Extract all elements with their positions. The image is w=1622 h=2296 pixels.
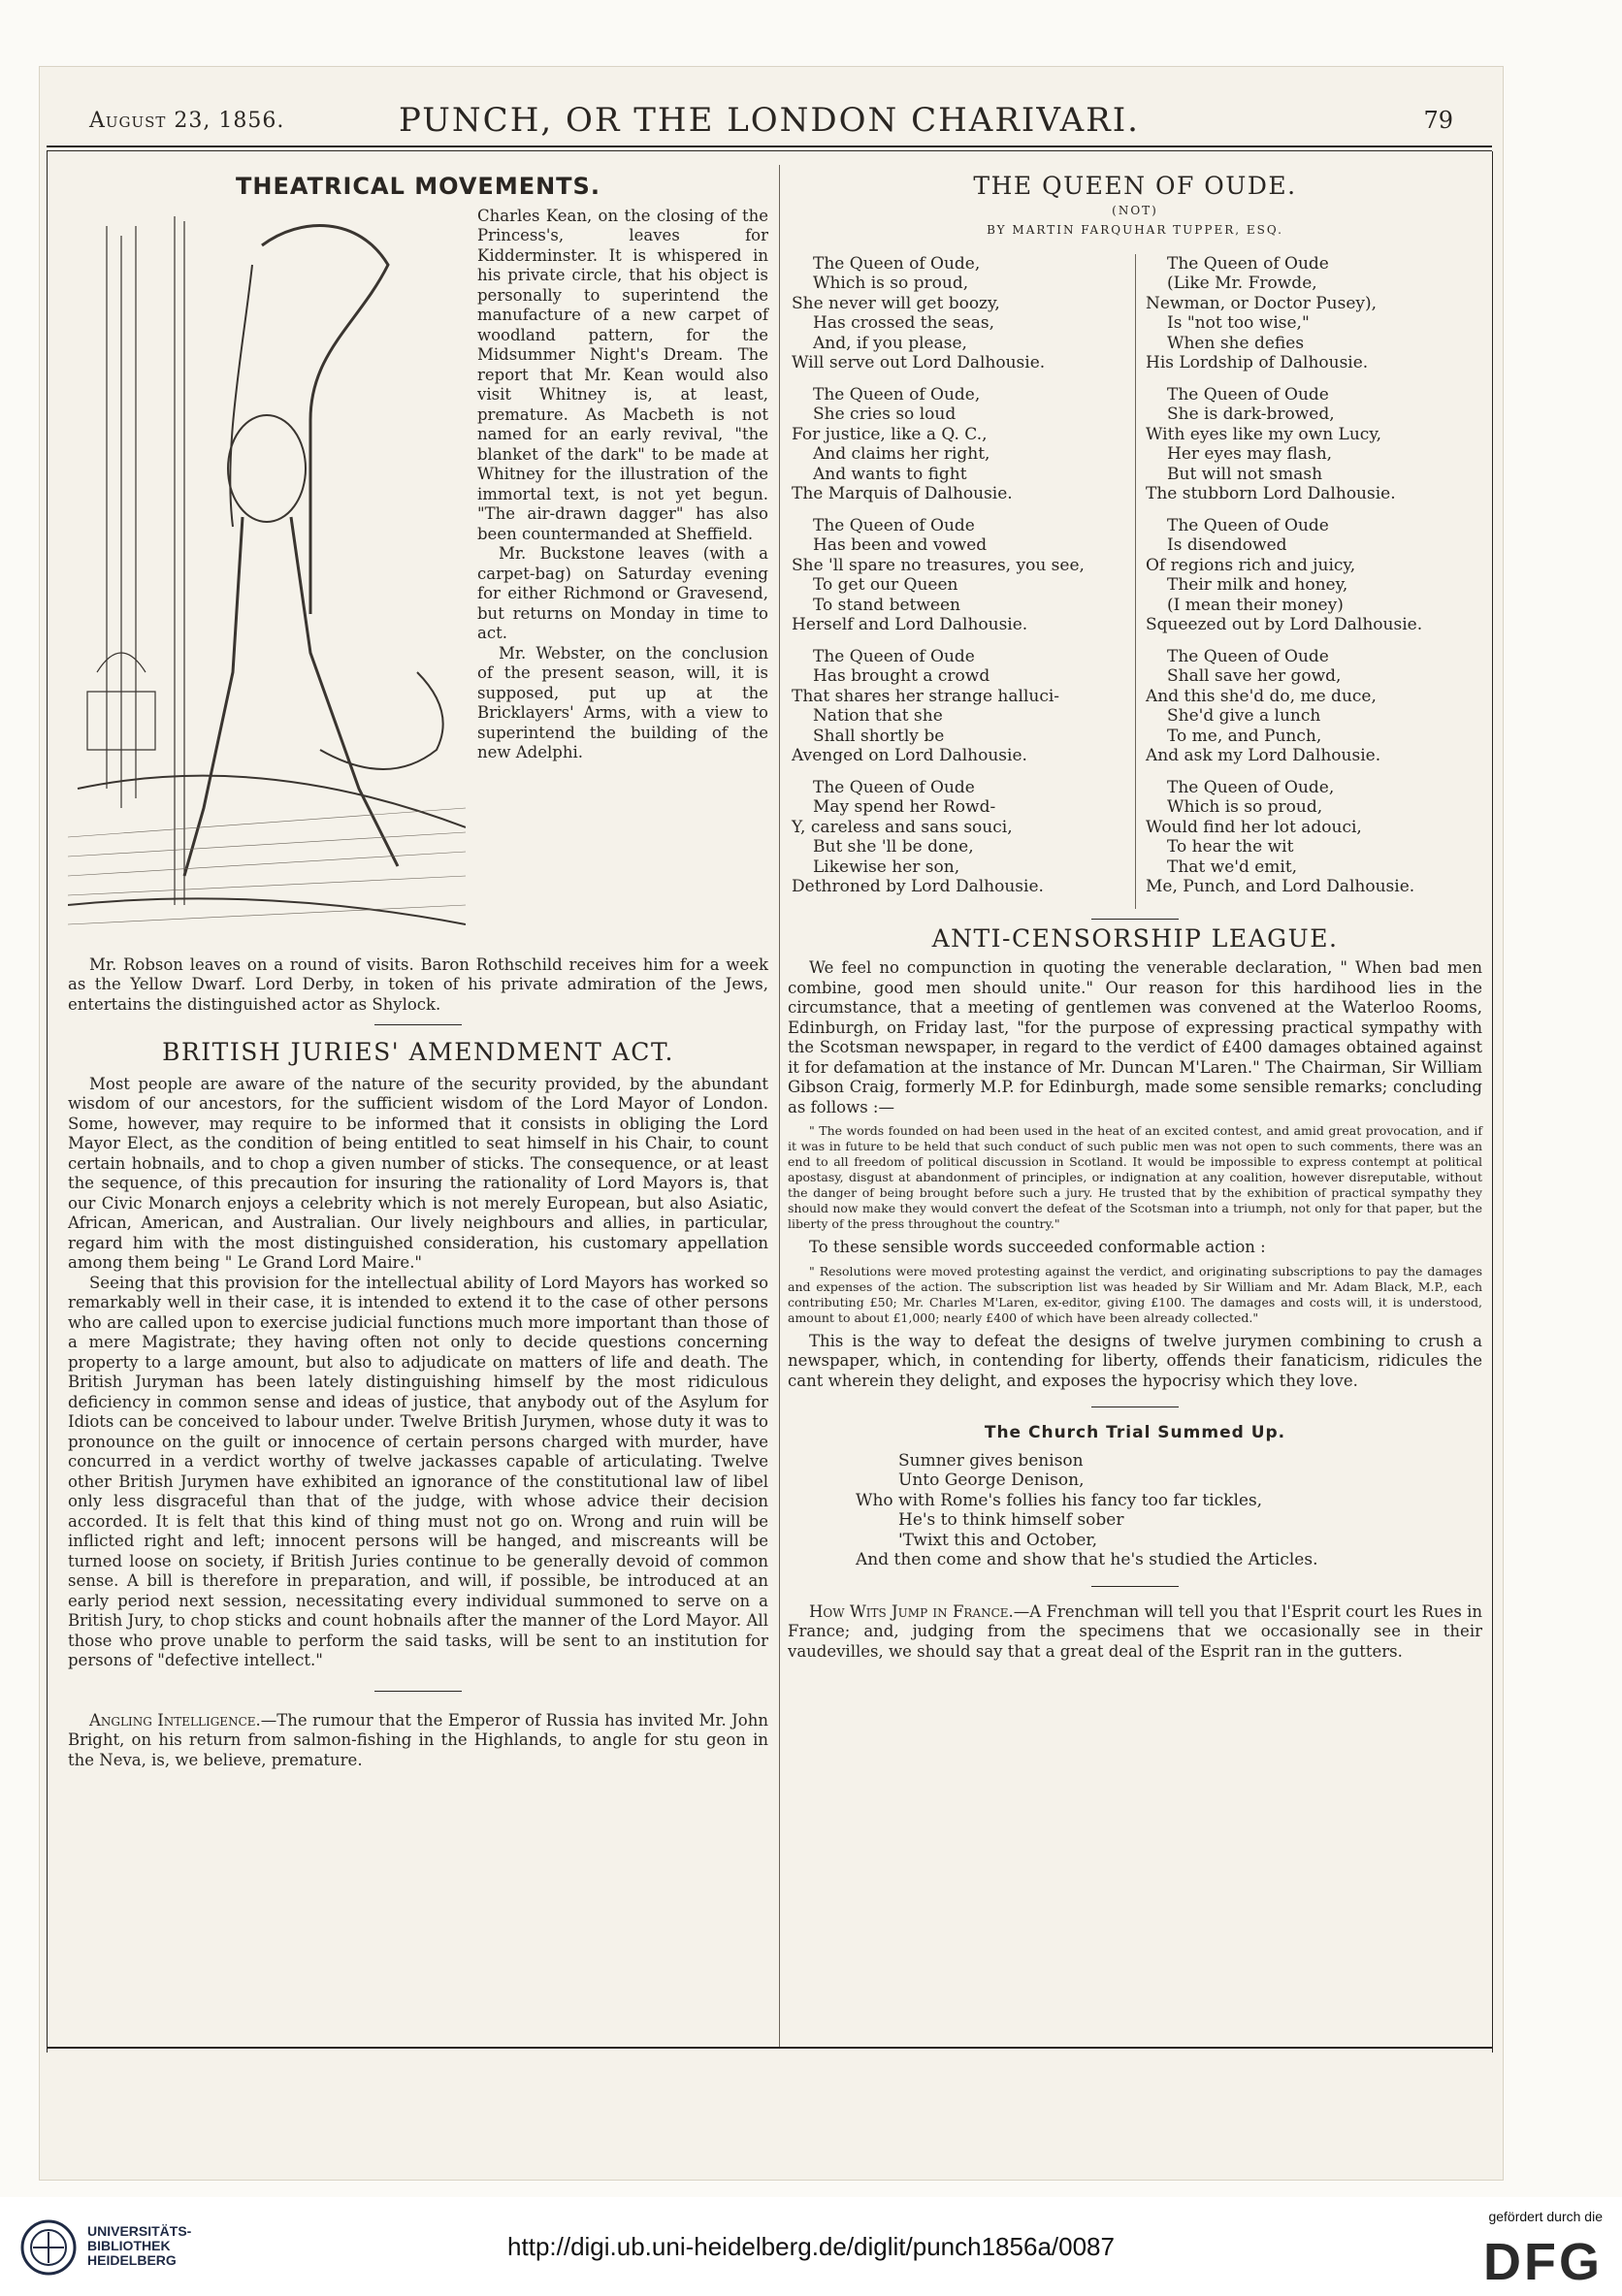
church-line: Who with Rome's follies his fancy too far tickles, [856, 1490, 1263, 1510]
juries-title: BRITISH JURIES' AMENDMENT ACT. [162, 1038, 674, 1066]
header-rule [47, 146, 1492, 151]
angling-paragraph [68, 1711, 768, 1771]
wits-lead: How Wits Jump in France. [809, 1601, 1014, 1621]
oude-line: She is dark-browed, [1167, 404, 1335, 424]
oude-line: Has brought a crowd [813, 666, 990, 686]
oude-poem-right [1135, 254, 1482, 909]
oude-byline: BY MARTIN FARQUHAR TUPPER, ESQ. [987, 223, 1283, 237]
section-rule-2 [374, 1691, 462, 1692]
oude-line: The Queen of Oude, [813, 253, 981, 274]
oude-stanza-right [1146, 385, 1482, 504]
oude-line: Likewise her son, [813, 857, 960, 877]
header-date: August 23, 1856. [89, 109, 285, 133]
oude-line: Her eyes may flash, [1167, 444, 1333, 464]
anticensorship-p1: We feel no compunction in quoting the venerable declaration, " When bad men combine, good men should unite." Our reason for this hardihood lies in the circumstance, that a meeting of gentlemen was convened at the Waterloo Rooms, Edinburgh, on Friday last, "for the purpose of expressing practical sympathy with the Scotsman newspaper, in regard to the verdict of £400 damages obtained against it for defamation at the instance of Mr. Duncan M'Laren." The Chairman, Sir William Gibson Craig, formerly M.P. for Edinburgh, made some sensible remarks; concluding as follows :— [788, 958, 1482, 1116]
oude-line: Avenged on Lord Dalhousie. [792, 746, 1027, 765]
section-rule [374, 1024, 462, 1025]
oude-line: To get our Queen [813, 575, 958, 595]
angling-text: —The rumour that the Emperor of Russia has invited Mr. John Bright, on his return from salmon-fishing in the Highlands, to angle for stu geon in the Neva, is, we believe, premature. [68, 1710, 768, 1769]
dfg-logo: DFG [1483, 2233, 1603, 2291]
oude-line: Y, careless and sans souci, [792, 817, 1013, 837]
header-title: PUNCH, OR THE LONDON CHARIVARI. [399, 101, 1140, 140]
oude-line: Nation that she [813, 706, 943, 726]
oude-line: Would find her lot adouci, [1146, 817, 1362, 837]
oude-line: To hear the wit [1167, 837, 1294, 857]
oude-line: The Queen of Oude [813, 777, 975, 797]
church-line: And then come and show that he's studied the Articles. [856, 1550, 1318, 1569]
wits-paragraph [788, 1602, 1482, 1663]
oude-line: His Lordship of Dalhousie. [1146, 353, 1369, 372]
section-rule-3 [1091, 919, 1179, 920]
oude-stanza-left [792, 254, 1135, 373]
oude-stanza-left [792, 516, 1135, 635]
theatrical-p1: Charles Kean, on the closing of the Princess's, leaves for Kidderminster. It is whispered in his private circle, that his object is personally to superintend the manufacture of a new carpet of woodland pattern, for the Midsummer Night's Dream. The report that Mr. Kean would also visit Whitney is, at least, premature. As Macbeth is not named for an early revival, "the blanket of the dark" to be made at Whitney for the illustration of the immortal text, is not yet begun. "The air-drawn dagger" has also been countermanded at Sheffield. [477, 206, 768, 543]
oude-line: And this she'd do, me duce, [1146, 686, 1377, 706]
oude-line: And wants to fight [813, 464, 967, 484]
oude-line: Which is so proud, [1167, 797, 1323, 817]
anticensorship-title: ANTI-CENSORSHIP LEAGUE. [931, 923, 1339, 953]
juries-p1: Most people are aware of the nature of the security provided, by the abundant wisdom of our ancestors, for the sufficient wisdom of the Lord Mayor of London. Some, however, may require to be informed that it consists in obliging the Lord Mayor Elect, as the condition of being entitled to seat himself in his Chair, to count certain hobnails, and to chop a given number of sticks. The consequence, or at least the sequence, of this precaution for insuring the rationality of Lord Mayors is, that our Civic Monarch enjoys a celebrity which is not merely European, but also Asiatic, African, American, and Australian. Our lively neighbours and allies, in particular, regard him with the most distinguished consideration, his customary appellation among them being " Le Grand Lord Maire." [68, 1074, 768, 1272]
oude-line: Which is so proud, [813, 274, 969, 293]
church-line: He's to think himself sober [898, 1510, 1124, 1530]
oude-line: That shares her strange halluci- [792, 686, 1060, 706]
oude-line: Has been and vowed [813, 535, 988, 555]
church-line: Unto George Denison, [898, 1471, 1085, 1490]
church-line: Sumner gives benison [898, 1450, 1084, 1471]
oude-line: Herself and Lord Dalhousie. [792, 615, 1028, 634]
oude-line: She cries so loud [813, 404, 957, 424]
oude-line: The Queen of Oude [1167, 646, 1329, 666]
oude-line: She'd give a lunch [1167, 706, 1321, 726]
oude-line: The Queen of Oude, [813, 384, 981, 404]
oude-line: The Queen of Oude [1167, 253, 1329, 274]
right-column [788, 172, 1482, 1662]
oude-line: To stand between [813, 595, 960, 615]
theatrical-p3: Mr. Webster, on the conclusion of the present season, will, it is supposed, put up at the Bricklayers' Arms, with a view to superintend the building of the new Adelphi. [477, 643, 768, 761]
oude-line: Squeezed out by Lord Dalhousie. [1146, 615, 1423, 634]
angling-lead: Angling Intelligence. [89, 1710, 261, 1730]
oude-line: Is disendowed [1167, 535, 1287, 555]
oude-line: Newman, or Doctor Pusey), [1146, 293, 1378, 313]
oude-poem-left [788, 254, 1135, 909]
page-header [47, 95, 1492, 144]
oude-line: The Queen of Oude [813, 515, 975, 535]
oude-line: And, if you please, [813, 333, 967, 353]
anticensorship-quote1: " The words founded on had been used in the heat of an excited contest, and amid great provocation, and if it was in future to be held that such conduct of such public men was not open to such comments, there was an end to all freedom of political discussion in Scotland. It would be impossible to express contempt at political apostasy, disgust at abandonment of principles, or indignation at any coalition, however disreputable, without the danger of being brought before such a jury. He trusted that by the exhibition of practical sympathy they should now make they would convert the defeat of the Scotsman into a triumph, not only for that paper, but the liberty of the press throughout the country." [788, 1123, 1482, 1231]
oude-stanza-left [792, 385, 1135, 504]
oude-line: Shall shortly be [813, 726, 945, 746]
church-line: 'Twixt this and October, [898, 1530, 1098, 1550]
oude-line: To me, and Punch, [1167, 726, 1322, 746]
kean-caricature-illustration [68, 207, 466, 954]
oude-line: The Queen of Oude [1167, 384, 1329, 404]
oude-line: She never will get boozy, [792, 293, 1000, 313]
column-divider [779, 165, 780, 2047]
anticensorship-p2: To these sensible words succeeded conformable action : [809, 1238, 1266, 1256]
oude-line: May spend her Rowd- [813, 797, 996, 817]
anticensorship-quote2: " Resolutions were moved protesting against the verdict, and originating subscriptions to pay the damages and expenses of the action. The subscription list was headed by Sir William and Mr. Adam Black, M.P., each contributing £50; Mr. Charles M'Laren, ex-editor, giving £100. The damages and costs will, it is understood, amount to about £1,000; nearly £400 of which have been already collected." [788, 1263, 1482, 1325]
juries-p2: Seeing that this provision for the intellectual ability of Lord Mayors has worked so remarkably well in their case, it is intended to extend it to the case of other persons who are called upon to exercise judicial functions much more important than those of a mere Magistrate; they having often not only to decide questions concerning property to a large amount, but also to adjudicate on matters of life and death. The British Juryman has been lately distinguishing himself by the most ridiculous deficiency in common sense and ideas of justice, that anybody out of the Asylum for Idiots can be conceived to labour under. Twelve British Jurymen, whose duty it was to pronounce on the guilt or innocence of certain persons charged with murder, have concurred in a verdict worthy of twelve jackasses capable of articulating. Twelve other British Jurymen have exhibited an ignorance of the constitutional law of libel only less disgraceful than that of the judge, with whose advice their decision accorded. It is felt that this kind of thing must not go on. Wrong and ruin will be inflicted right and left; innocent persons will be hanged, and miscreants will be turned loose on society, if British Juries continue to be generally devoid of common sense. A bill is therefore in preparation, and will, if possible, be introduced at an early period next session, necessitating every individual summoned to serve on a British Jury, to chop sticks and count hobnails after the manner of the Lord Mayor. All those who prove unable to perform the said tasks, will be sent to an institution for persons of "defective intellect." [68, 1273, 768, 1669]
oude-line: But will not smash [1167, 464, 1323, 484]
oude-line: The Queen of Oude [1167, 515, 1329, 535]
oude-line: The Marquis of Dalhousie. [792, 484, 1013, 503]
oude-line: Their milk and honey, [1167, 575, 1348, 595]
church-poem [788, 1451, 1482, 1570]
theatrical-p2: Mr. Buckstone leaves (with a carpet-bag) on Saturday evening for either Richmond or Gravesend, but returns on Monday in time to act. [477, 544, 768, 642]
oude-stanza-right [1146, 516, 1482, 635]
oude-stanza-right [1146, 647, 1482, 766]
oude-line: (Like Mr. Frowde, [1167, 274, 1317, 293]
oude-stanza-left [792, 647, 1135, 766]
section-rule-5 [1091, 1586, 1179, 1587]
oude-line: The Queen of Oude [813, 646, 975, 666]
oude-line: That we'd emit, [1167, 857, 1298, 877]
oude-line: Will serve out Lord Dalhousie. [792, 353, 1046, 372]
header-page-number: 79 [1423, 107, 1453, 134]
oude-line: The stubborn Lord Dalhousie. [1146, 484, 1396, 503]
oude-line: For justice, like a Q. C., [792, 424, 988, 444]
oude-line: But she 'll be done, [813, 837, 974, 857]
oude-title: THE QUEEN OF OUDE. [973, 172, 1297, 200]
oude-not: (NOT) [1112, 203, 1158, 217]
wits-text: —A Frenchman will tell you that l'Esprit court les Rues in France; and, judging from the specimens that we occasionally see in their vaudevilles, we should say that a great deal of the Esprit ran in the gutters. [788, 1601, 1482, 1661]
oude-line: Me, Punch, and Lord Dalhousie. [1146, 877, 1415, 896]
oude-line: She 'll spare no treasures, you see, [792, 555, 1085, 575]
oude-line: The Queen of Oude, [1167, 777, 1335, 797]
oude-line: When she defies [1167, 333, 1305, 353]
left-column [68, 173, 768, 1770]
frame-right-rule [1492, 151, 1493, 2053]
frame-left-rule [47, 151, 48, 2053]
university-line: UNIVERSITÄTS- [87, 2223, 192, 2239]
university-line: HEIDELBERG [87, 2252, 177, 2268]
anticensorship-p3: This is the way to defeat the designs of twelve jurymen combining to crush a newspaper, which, in contending for liberty, offends their fanaticism, ridicules the cant wherein they delight, and exposes the hypocrisy which they love. [788, 1331, 1482, 1390]
oude-line: (I mean their money) [1167, 595, 1344, 615]
theatrical-p4: Mr. Robson leaves on a round of visits. Baron Rothschild receives him for a week as the Yellow Dwarf. Lord Derby, in token of his private admiration of the Jews, entertains the distinguished actor as Shylock. [68, 954, 768, 1014]
bottom-rule [47, 2047, 1492, 2051]
source-url-link[interactable]: http://digi.ub.uni-heidelberg.de/diglit/punch1856a/0087 [507, 2232, 1115, 2261]
oude-line: Shall save her gowd, [1167, 666, 1342, 686]
oude-line: And claims her right, [813, 444, 990, 464]
university-line: BIBLIOTHEK [87, 2238, 171, 2253]
theatrical-title: THEATRICAL MOVEMENTS. [236, 173, 600, 200]
digitization-footer [0, 2197, 1622, 2296]
church-title: The Church Trial Summed Up. [984, 1423, 1286, 1442]
oude-line: Has crossed the seas, [813, 313, 995, 333]
oude-stanza-right [1146, 254, 1482, 373]
dfg-note: gefördert durch die [1488, 2209, 1603, 2224]
oude-line: Of regions rich and juicy, [1146, 555, 1356, 575]
oude-stanza-right [1146, 778, 1482, 897]
oude-stanza-left [792, 778, 1135, 897]
oude-line: Dethroned by Lord Dalhousie. [792, 877, 1044, 896]
oude-line: And ask my Lord Dalhousie. [1146, 746, 1381, 765]
oude-line: With eyes like my own Lucy, [1146, 424, 1382, 444]
oude-poem [788, 254, 1482, 909]
oude-line: Is "not too wise," [1167, 313, 1310, 333]
